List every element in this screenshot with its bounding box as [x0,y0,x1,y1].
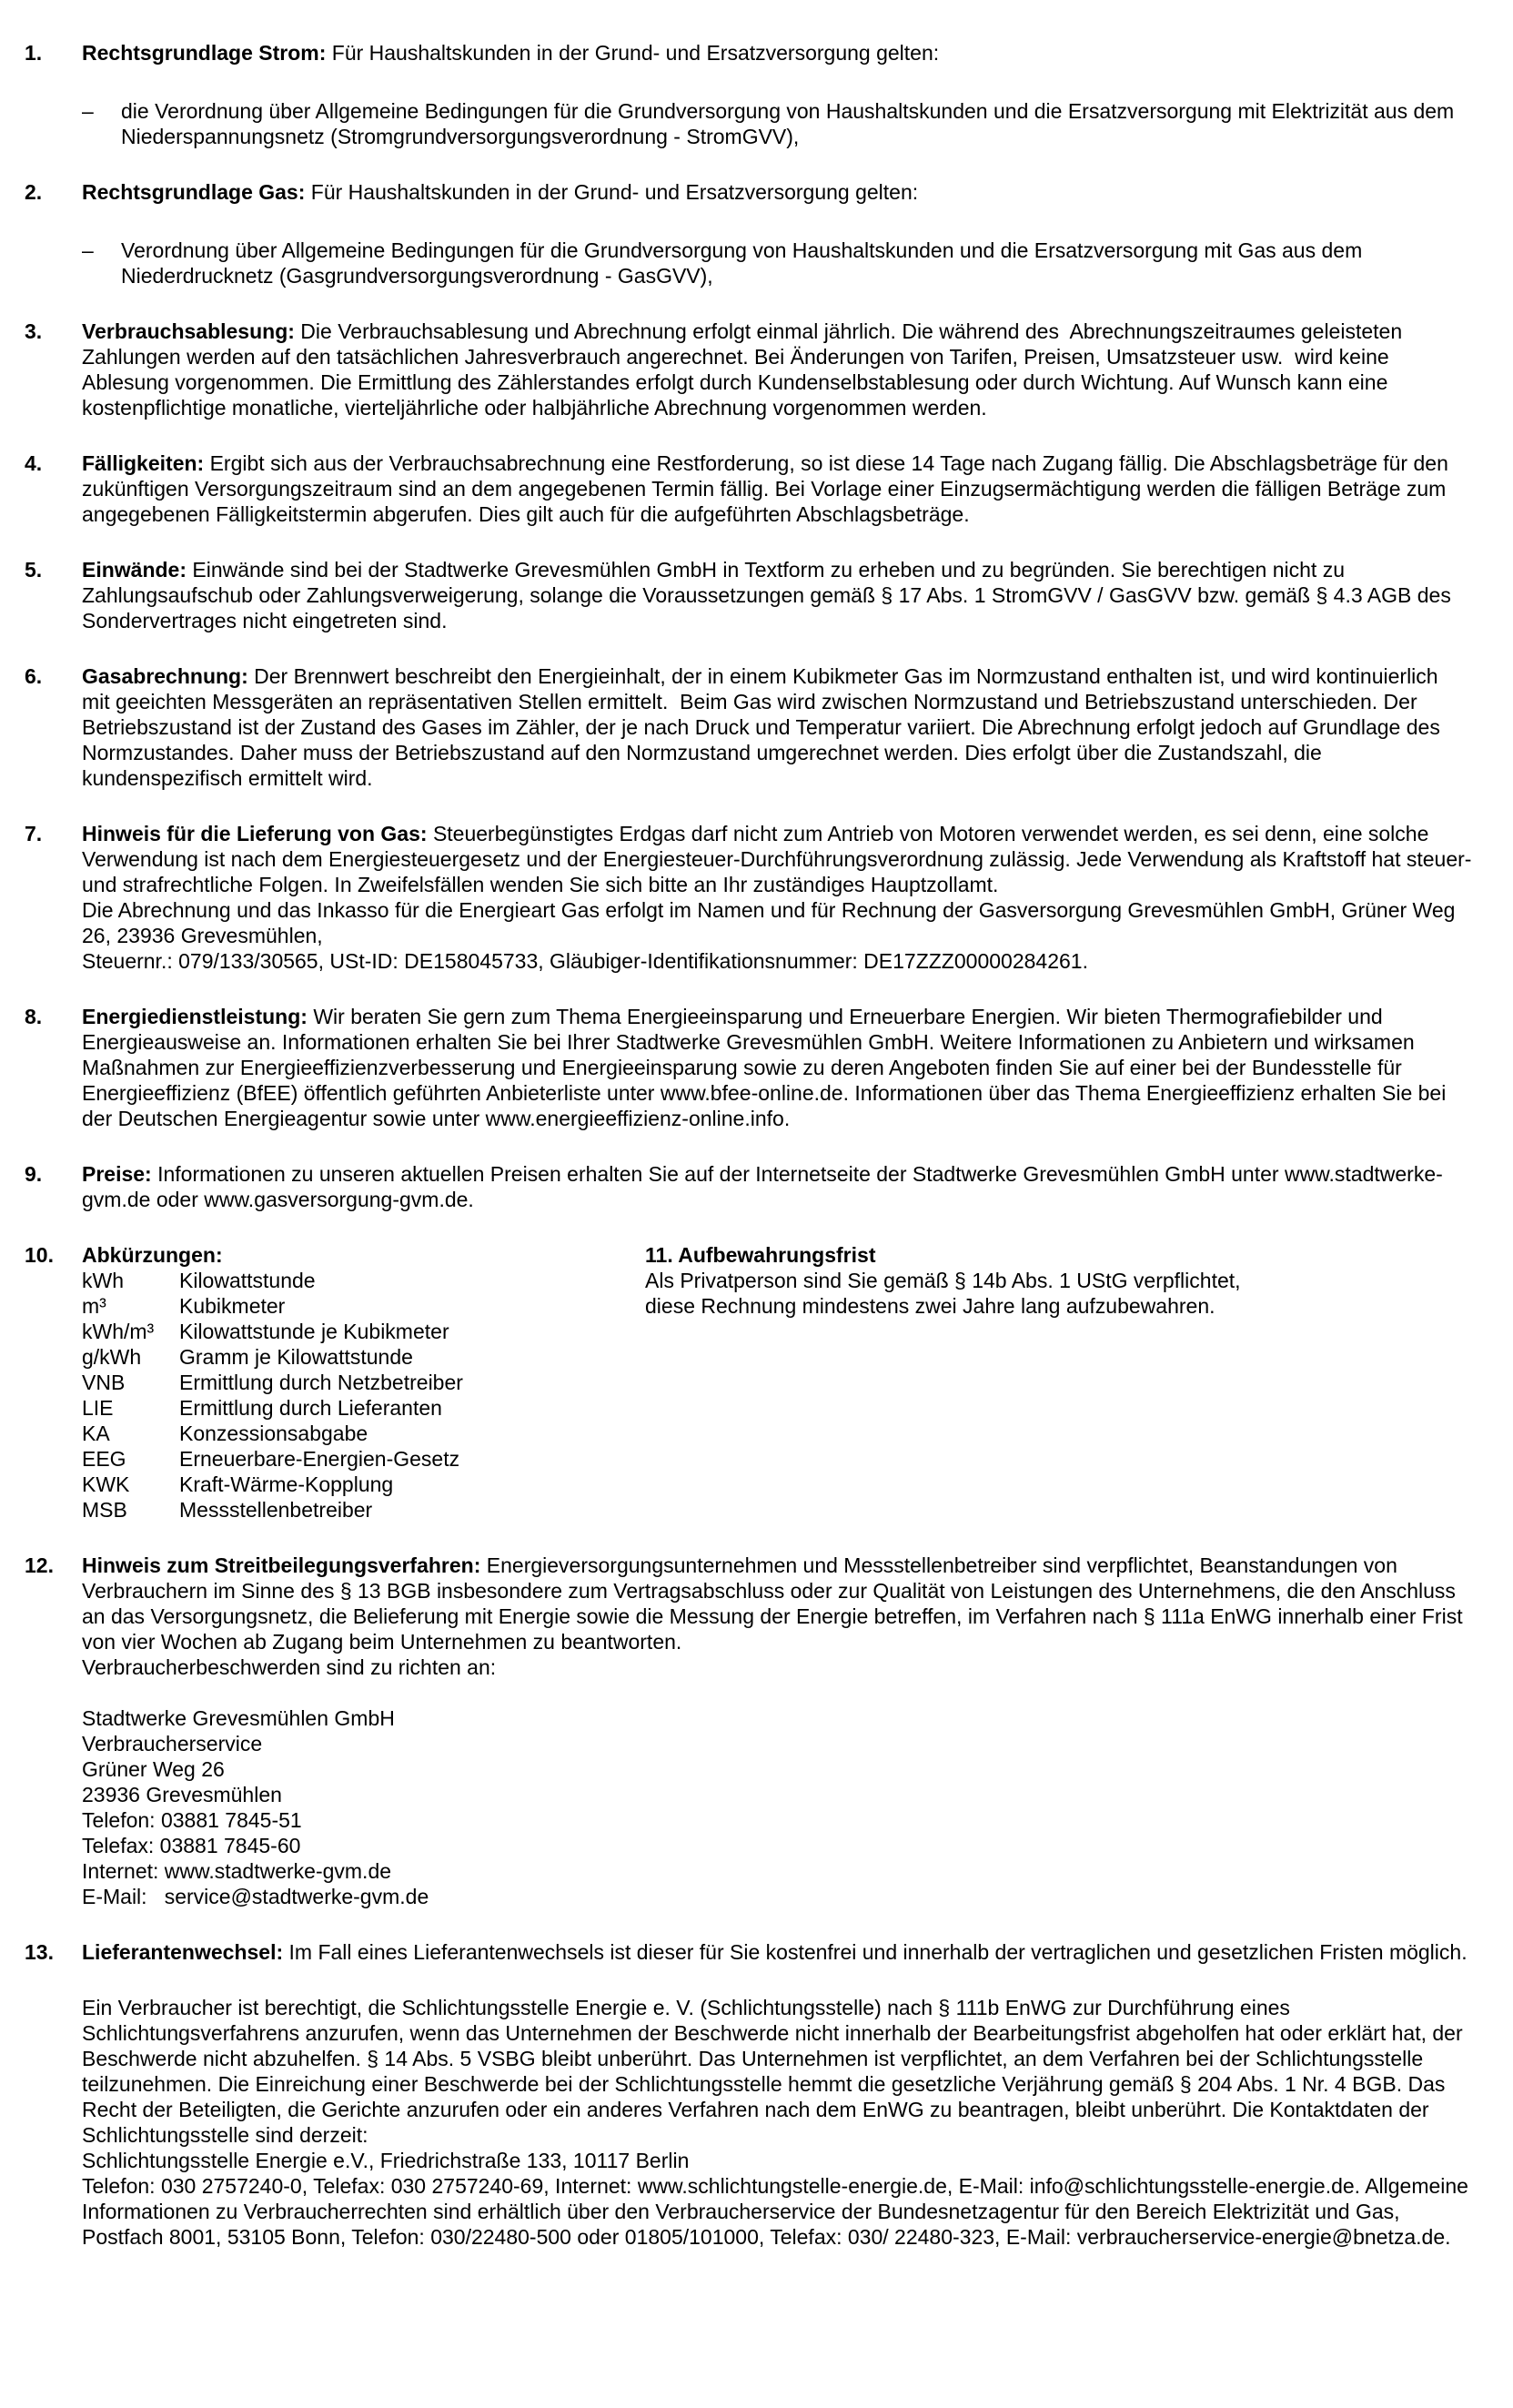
clause-11-title-line [645,1242,1477,1268]
clause-3 [25,319,1477,420]
clause-2-bullet-1 [82,238,1477,288]
clause-7-line-1: Die Abrechnung und das Inkasso für die Energieart Gas erfolgt im Namen und für Rechnung der Gasversorgung Grevesmühlen GmbH, Grüner Weg 26, 23936 Grevesmühlen, [82,898,1461,947]
abbr-definition: Messstellenbetreiber [179,1498,373,1522]
clause-1 [25,40,1477,149]
clause-7-line-2: Steuernr.: 079/133/30565, USt-ID: DE158045733, Gläubiger-Identifikationsnummer: DE17ZZZ00000284261. [82,949,1088,973]
abbr-row [82,1370,645,1395]
abbr-row [82,1497,645,1523]
clause-8-body: Wir beraten Sie gern zum Thema Energieeinsparung und Erneuerbare Energien. Wir bieten Thermografiebilder und Energieausweise an. Informationen erhalten Sie bei Ihrer Stadtwerke Grevesmühlen GmbH. Weitere Informationen zu Anbietern und wirksamen Maßnahmen zur Energieeffizienzverbesserung und Energieeinsparung sowie zu deren Angeboten finden Sie auf einer bei der Bundesstelle für Energieeffizienz (BfEE) öffentlich geführten Anbieterliste unter www.bfee-online.de. Informationen über das Thema Energieeffizienz erhalten Sie bei der Deutschen Energieagentur sowie unter www.energieeffizienz-online.info. [82,1005,1452,1130]
clause-2-body: Für Haushaltskunden in der Grund- und Ersatzversorgung gelten: [305,180,919,204]
clause-5-content [82,557,1477,633]
clause-1-number: 1. [25,41,43,65]
complaints-address-block [82,1705,1477,1909]
clause-8-title: Energiedienstleistung: [82,1005,308,1028]
clause-5-paragraph [82,557,1477,633]
clause-8-paragraph [82,1004,1477,1131]
address-line: Stadtwerke Grevesmühlen GmbH [82,1706,395,1730]
clause-1-body: Für Haushaltskunden in der Grund- und Ersatzversorgung gelten: [326,41,940,65]
clause-13-arbitration-paragraph: Ein Verbraucher ist berechtigt, die Schlichtungsstelle Energie e. V. (Schlichtungsstelle) nach § 111b EnWG zur Durchführung eines Schlichtungsverfahrens anzurufen, wenn das Unternehmen der Beschwerde nicht innerhalb der Bearbeitungsfrist abgeholfen hat oder erklärt hat, der Beschwerde nicht abzuhelfen. § 14 Abs. 5 VSBG bleibt unberührt. Das Unternehmen ist verpflichtet, an dem Verfahren bei der Schlichtungsstelle teilzunehmen. Die Einreichung einer Beschwerde bei der Schlichtungsstelle hemmt die gesetzliche Verjährung gemäß § 204 Abs. 1 Nr. 4 BGB. Das Recht der Beteiligten, die Gerichte anzurufen oder ein anderes Verfahren nach dem EnWG zu beantragen, bleibt unberührt. Die Kontaktdaten der Schlichtungsstelle sind derzeit: [82,1996,1469,2147]
clause-13-body: Im Fall eines Lieferantenwechsels ist dieser für Sie kostenfrei und innerhalb der vertraglichen und gesetzlichen Fristen möglich. [283,1940,1468,1964]
clause-9-title: Preise: [82,1162,152,1186]
clause-10-title: Abkürzungen: [82,1243,223,1267]
clause-11-line-1: Als Privatperson sind Sie gemäß § 14b Abs. 1 UStG verpflichtet, [645,1269,1241,1292]
clause-5-body: Einwände sind bei der Stadtwerke Grevesmühlen GmbH in Textform zu erheben und zu begründen. Sie berechtigen nicht zu Zahlungsaufschub oder Zahlungsverweigerung, solange die Voraussetzungen gemäß § 17 Abs. 1 StromGVV / GasGVV bzw. gemäß § 4.3 AGB des Sondervertrages nicht eingetreten sind. [82,558,1458,632]
clause-7-content [82,821,1477,974]
clause-9 [25,1161,1477,1212]
clause-13-content [82,1939,1477,2250]
clause-12-paragraph [82,1553,1477,1654]
clause-3-content [82,319,1477,420]
abbr-term: kWh/m³ [82,1320,155,1343]
abbr-row [82,1293,645,1319]
clause-12 [25,1553,1477,1909]
clause-12-number: 12. [25,1553,54,1577]
clause-2-bullets [82,238,1477,288]
address-line: Internet: www.stadtwerke-gvm.de [82,1859,392,1883]
clause-13-title: Lieferantenwechsel: [82,1940,284,1964]
abbr-definition: Kilowattstunde [179,1269,316,1292]
abbr-row [82,1268,645,1293]
abbr-term: MSB [82,1498,127,1522]
address-line: 23936 Grevesmühlen [82,1783,282,1806]
clause-11-title: 11. Aufbewahrungsfrist [645,1243,876,1267]
clause-13-arbitration-address: Schlichtungsstelle Energie e.V., Friedrichstraße 133, 10117 Berlin [82,2149,690,2172]
abbr-definition: Gramm je Kilowattstunde [179,1345,413,1369]
clause-6-body: Der Brennwert beschreibt den Energieinhalt, der in einem Kubikmeter Gas im Normzustand enthalten ist, und wird kontinuierlich mit geeichten Messgeräten an repräsentativen Stellen ermittelt. Beim Gas wird zwischen Normzustand und Betriebszustand unterschieden. Der Betriebszustand ist der Zustand des Gases im Zähler, der je nach Druck und Temperatur variiert. Die Abrechnung erfolgt jedoch auf Grundlage des Normzustandes. Daher muss der Betriebszustand auf den Normzustand umgerechnet werden. Dies erfolgt über die Zustandszahl, die kundenspezifisch ermittelt wird. [82,664,1450,790]
address-line: Telefax: 03881 7845-60 [82,1834,301,1857]
clause-10-11-row [25,1242,1477,1523]
clause-9-content [82,1161,1477,1212]
abbr-definition: Konzessionsabgabe [179,1422,368,1445]
abbr-term: KWK [82,1472,130,1496]
abbr-term: LIE [82,1396,114,1420]
clause-1-title: Rechtsgrundlage Strom: [82,41,327,65]
abbr-term: VNB [82,1371,126,1394]
clause-7-number: 7. [25,822,43,845]
clause-2-content [82,179,1477,288]
clause-8-content [82,1004,1477,1131]
clause-2-paragraph [82,179,1477,205]
clause-2-bullet-1-text: Verordnung über Allgemeine Bedingungen für die Grundversorgung von Haushaltskunden und die Ersatzversorgung mit Gas aus dem Niederdrucknetz (Gasgrundversorgungsverordnung - GasGVV), [121,238,1368,288]
clause-3-title: Verbrauchsablesung: [82,319,295,343]
clause-2-title: Rechtsgrundlage Gas: [82,180,306,204]
clause-1-bullet-1-text: die Verordnung über Allgemeine Bedingungen für die Grundversorgung von Haushaltskunden und die Ersatzversorgung mit Elektrizität aus dem Niederspannungsnetz (Stromgrundversorgungsverordnung - StromGVV), [121,99,1460,148]
clause-12-title: Hinweis zum Streitbeilegungsverfahren: [82,1553,481,1577]
abbr-row [82,1472,645,1497]
abbr-term: m³ [82,1294,106,1318]
dash-bullet-icon: – [82,99,94,123]
abbr-row [82,1446,645,1472]
clause-7 [25,821,1477,974]
clause-13-paragraph [82,1939,1477,1965]
clause-1-bullet-1 [82,98,1477,149]
abbr-term: KA [82,1422,110,1445]
clause-5-title: Einwände: [82,558,187,582]
clause-13 [25,1939,1477,2250]
clause-5-number: 5. [25,558,43,582]
clause-13-number: 13. [25,1940,54,1964]
address-line: E-Mail: service@stadtwerke-gvm.de [82,1885,429,1908]
abbr-term: EEG [82,1447,126,1471]
abbr-definition: Kraft-Wärme-Kopplung [179,1472,394,1496]
clause-11-line-2: diese Rechnung mindestens zwei Jahre lang aufzubewahren. [645,1294,1215,1318]
abbr-row [82,1344,645,1370]
abbr-definition: Kubikmeter [179,1294,286,1318]
clause-9-number: 9. [25,1162,43,1186]
abbr-definition: Kilowattstunde je Kubikmeter [179,1320,449,1343]
clause-4-title: Fälligkeiten: [82,451,205,475]
clause-4-content [82,450,1477,527]
clause-8 [25,1004,1477,1131]
abbr-term: kWh [82,1269,124,1292]
clause-1-content [82,40,1477,149]
abbreviations-table [82,1268,645,1523]
abbr-row [82,1421,645,1446]
address-line: Grüner Weg 26 [82,1757,225,1781]
clause-10-number: 10. [25,1243,54,1267]
clause-13-arbitration-contact: Telefon: 030 2757240-0, Telefax: 030 2757240-69, Internet: www.schlichtungstelle-energie.de, E-Mail: info@schlichtungsstelle-energie.de. Allgemeine Informationen zu Verbraucherrechten sind erhältlich über den Verbraucherservice der Bundesnetzagentur für den Bereich Elektrizität und Gas, Postfach 8001, 53105 Bonn, Telefon: 030/22480-500 oder 01805/101000, Telefax: 030/ 22480-323, E-Mail: verbraucherservice-energie@bnetza.de. [82,2174,1475,2249]
clause-5 [25,557,1477,633]
clause-12-content [82,1553,1477,1909]
abbr-definition: Ermittlung durch Netzbetreiber [179,1371,463,1394]
clause-2-number: 2. [25,180,43,204]
abbr-term: g/kWh [82,1345,142,1369]
clause-3-paragraph [82,319,1477,420]
clause-1-bullets [82,98,1477,149]
clause-3-body: Die Verbrauchsablesung und Abrechnung erfolgt einmal jährlich. Die während des Abrechnungszeitraumes geleisteten Zahlungen werden auf den tatsächlichen Jahresverbrauch angerechnet. Bei Änderungen von Tarifen, Preisen, Umsatzsteuer usw. wird keine Ablesung vorgenommen. Die Ermittlung des Zählerstandes erfolgt durch Kundenselbstablesung oder durch Wichtung. Auf Wunsch kann eine kostenpflichtige monatliche, vierteljährliche oder halbjährliche Abrechnung vorgenommen werden. [82,319,1408,420]
clause-6-title: Gasabrechnung: [82,664,248,688]
clause-6 [25,663,1477,791]
dash-bullet-icon: – [82,238,94,262]
clause-10-content [82,1242,645,1523]
clause-9-paragraph [82,1161,1477,1212]
clause-4 [25,450,1477,527]
clause-7-title: Hinweis für die Lieferung von Gas: [82,822,428,845]
clause-1-paragraph [82,40,1477,66]
clause-9-body: Informationen zu unseren aktuellen Preisen erhalten Sie auf der Internetseite der Stadtwerke Grevesmühlen GmbH unter www.stadtwerke-gvm.de oder www.gasversorgung-gvm.de. [82,1162,1443,1211]
clause-6-number: 6. [25,664,43,688]
address-line: Telefon: 03881 7845-51 [82,1808,302,1832]
clause-12-complaints-line: Verbraucherbeschwerden sind zu richten an: [82,1655,497,1679]
clause-11 [645,1242,1477,1523]
clause-6-content [82,663,1477,791]
clause-4-number: 4. [25,451,43,475]
abbr-row [82,1395,645,1421]
clause-2 [25,179,1477,288]
clause-6-paragraph [82,663,1477,791]
clause-8-number: 8. [25,1005,43,1028]
clause-4-paragraph [82,450,1477,527]
clause-7-paragraph [82,821,1477,897]
abbr-row [82,1319,645,1344]
abbr-definition: Ermittlung durch Lieferanten [179,1396,442,1420]
clause-7-body: Steuerbegünstigtes Erdgas darf nicht zum Antrieb von Motoren verwendet werden, es sei denn, eine solche Verwendung ist nach dem Energiesteuergesetz und der Energiesteuer-Durchführungsverordnung zulässig. Jede Verwendung als Kraftstoff hat steuer- und strafrechtliche Folgen. In Zweifelsfällen wenden Sie sich bitte an Ihr zuständiges Hauptzollamt. [82,822,1478,896]
abbr-definition: Erneuerbare-Energien-Gesetz [179,1447,460,1471]
address-line: Verbraucherservice [82,1732,263,1755]
clause-12-body: Energieversorgungsunternehmen und Messstellenbetreiber sind verpflichtet, Beanstandungen von Verbrauchern im Sinne des § 13 BGB insbesondere zum Vertragsabschluss oder zur Qualität von Leistungen des Unternehmens, die den Anschluss an das Versorgungsnetz, die Belieferung mit Energie sowie die Messung der Energie betreffen, im Verfahren nach § 111a EnWG innerhalb einer Frist von vier Wochen ab Zugang beim Unternehmen zu beantworten. [82,1553,1468,1654]
clause-3-number: 3. [25,319,43,343]
clause-4-body: Ergibt sich aus der Verbrauchsabrechnung eine Restforderung, so ist diese 14 Tage nach Zugang fällig. Die Abschlagsbeträge für den zukünftigen Versorgungszeitraum sind an dem angegebenen Termin fällig. Bei Vorlage einer Einzugsermächtigung werden die fälligen Beträge zum angegebenen Fälligkeitstermin abgerufen. Dies gilt auch für die aufgeführten Abschlagsbeträge. [82,451,1455,526]
clause-10-title-line [82,1242,645,1268]
